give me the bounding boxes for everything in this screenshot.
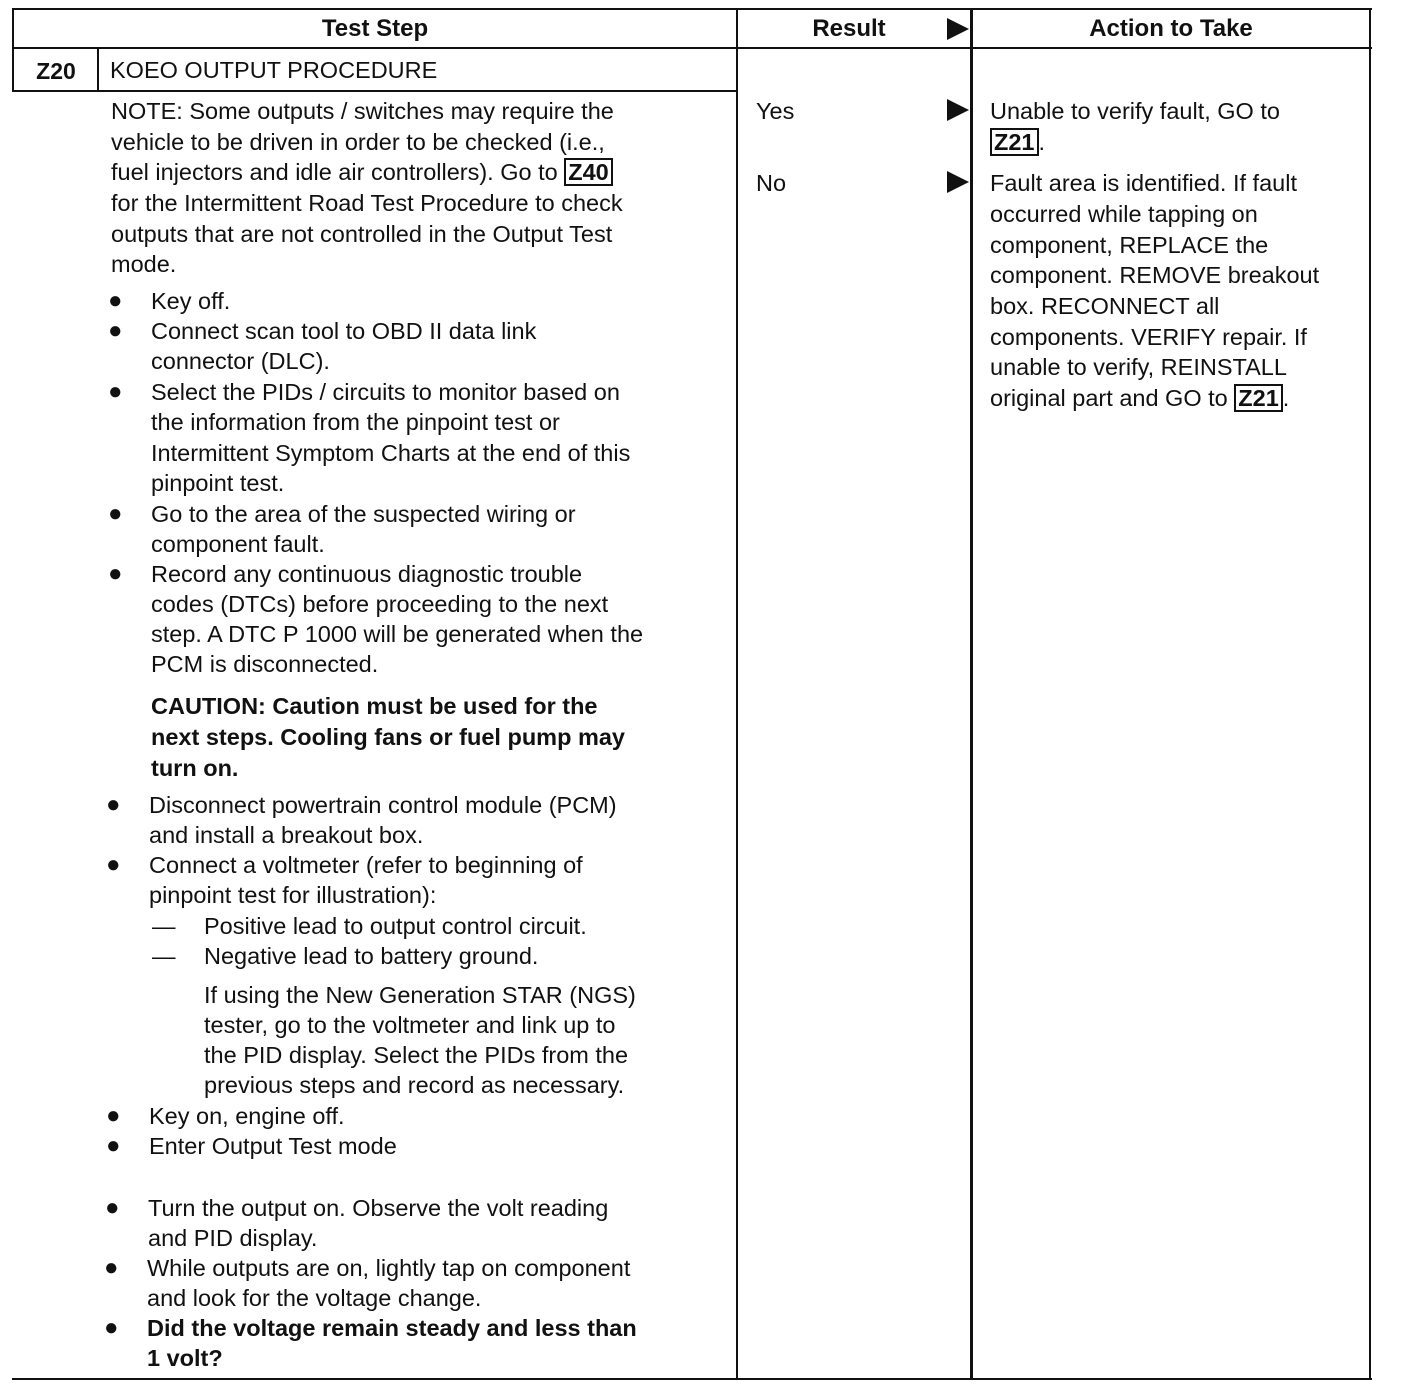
list-item: component fault. <box>151 531 325 557</box>
caution-line: next steps. Cooling fans or fuel pump may <box>151 724 625 750</box>
list-item: Key on, engine off. <box>149 1103 345 1129</box>
step-id-divider <box>97 49 99 92</box>
header-action: Action to Take <box>1089 15 1253 42</box>
ngs-note-line: previous steps and record as necessary. <box>204 1072 625 1098</box>
result-no: No <box>756 170 787 196</box>
final-question-line: Did the voltage remain steady and less than <box>147 1315 637 1341</box>
bullet-icon: ● <box>108 317 123 344</box>
list-item: Key off. <box>151 288 231 314</box>
action-no-line: original part and GO to Z21 . <box>990 385 1290 411</box>
step-reference-z21: Z21 <box>990 128 1039 156</box>
result-column-left-border <box>736 8 738 1380</box>
note-line: outputs that are not controlled in the Output Test <box>111 221 613 247</box>
bullet-icon: ● <box>106 1102 121 1129</box>
list-item: Negative lead to battery ground. <box>204 943 539 969</box>
list-item: Positive lead to output control circuit. <box>204 913 587 939</box>
bullet-icon: ● <box>106 851 121 878</box>
list-item: Select the PIDs / circuits to monitor based on <box>151 379 620 405</box>
list-item: Disconnect powertrain control module (PCM) <box>149 792 617 818</box>
list-item: Record any continuous diagnostic trouble <box>151 561 583 587</box>
note-line: vehicle to be driven in order to be checked (i.e., <box>111 129 605 155</box>
note-line: for the Intermittent Road Test Procedure to check <box>111 190 623 216</box>
list-item: Connect scan tool to OBD II data link <box>151 318 537 344</box>
list-item: pinpoint test. <box>151 470 285 496</box>
list-item: step. A DTC P 1000 will be generated when the <box>151 621 644 647</box>
header-arrow-icon <box>947 18 969 40</box>
dash-icon: — <box>152 913 176 939</box>
list-item: codes (DTCs) before proceeding to the next <box>151 591 609 617</box>
action-yes-ref-line: Z21 . <box>990 127 1045 158</box>
ngs-note-line: the PID display. Select the PIDs from the <box>204 1042 629 1068</box>
dash-icon: — <box>152 943 176 969</box>
bullet-icon: ● <box>108 560 123 587</box>
result-yes: Yes <box>756 98 795 124</box>
action-column-left-border <box>970 8 973 1380</box>
ngs-note-line: tester, go to the voltmeter and link up to <box>204 1012 616 1038</box>
action-no-line: component. REMOVE breakout <box>990 262 1320 288</box>
list-item: Turn the output on. Observe the volt reading <box>148 1195 609 1221</box>
caution-line: CAUTION: Caution must be used for the <box>151 693 598 719</box>
action-no-line: box. RECONNECT all <box>990 293 1220 319</box>
caution-line: turn on. <box>151 755 239 781</box>
note-line: fuel injectors and idle air controllers). Go to Z40 <box>111 157 613 188</box>
action-yes-line: Unable to verify fault, GO to <box>990 98 1280 124</box>
table-right-border <box>1369 8 1371 1380</box>
list-item: PCM is disconnected. <box>151 651 379 677</box>
bullet-icon: ● <box>105 1194 120 1221</box>
bullet-icon: ● <box>106 791 121 818</box>
bullet-icon: ● <box>106 1132 121 1159</box>
bullet-icon: ● <box>104 1314 119 1341</box>
list-item: Go to the area of the suspected wiring or <box>151 501 576 527</box>
step-reference-z21: Z21 <box>1234 384 1283 412</box>
header-result: Result <box>812 15 886 42</box>
bullet-icon: ● <box>104 1254 119 1281</box>
list-item: and look for the voltage change. <box>147 1285 482 1311</box>
final-question-line: 1 volt? <box>147 1345 223 1371</box>
step-id: Z20 <box>36 58 76 84</box>
list-item: and install a breakout box. <box>149 822 424 848</box>
action-no-line: occurred while tapping on <box>990 201 1258 227</box>
header-test-step: Test Step <box>321 15 429 42</box>
list-item: Intermittent Symptom Charts at the end of this <box>151 440 631 466</box>
note-line: NOTE: Some outputs / switches may require the <box>111 98 614 124</box>
note-line: mode. <box>111 251 177 277</box>
step-title: KOEO OUTPUT PROCEDURE <box>110 57 438 83</box>
bullet-icon: ● <box>108 287 123 314</box>
list-item: While outputs are on, lightly tap on component <box>147 1255 631 1281</box>
table-bottom-border <box>12 1378 1372 1380</box>
list-item: the information from the pinpoint test or <box>151 409 560 435</box>
action-no-line: unable to verify, REINSTALL <box>990 354 1287 380</box>
action-no-line: component, REPLACE the <box>990 232 1269 258</box>
result-yes-arrow-icon <box>947 99 969 121</box>
result-no-arrow-icon <box>947 171 969 193</box>
list-item: Enter Output Test mode <box>149 1133 397 1159</box>
step-title-bottom-rule <box>12 90 738 92</box>
action-no-line: components. VERIFY repair. If <box>990 324 1307 350</box>
list-item: and PID display. <box>148 1225 318 1251</box>
bullet-icon: ● <box>108 500 123 527</box>
list-item: connector (DLC). <box>151 348 330 374</box>
bullet-icon: ● <box>108 378 123 405</box>
list-item: pinpoint test for illustration): <box>149 882 437 908</box>
list-item: Connect a voltmeter (refer to beginning of <box>149 852 583 878</box>
step-reference-z40: Z40 <box>564 158 613 186</box>
ngs-note-line: If using the New Generation STAR (NGS) <box>204 982 636 1008</box>
action-no-line: Fault area is identified. If fault <box>990 170 1297 196</box>
